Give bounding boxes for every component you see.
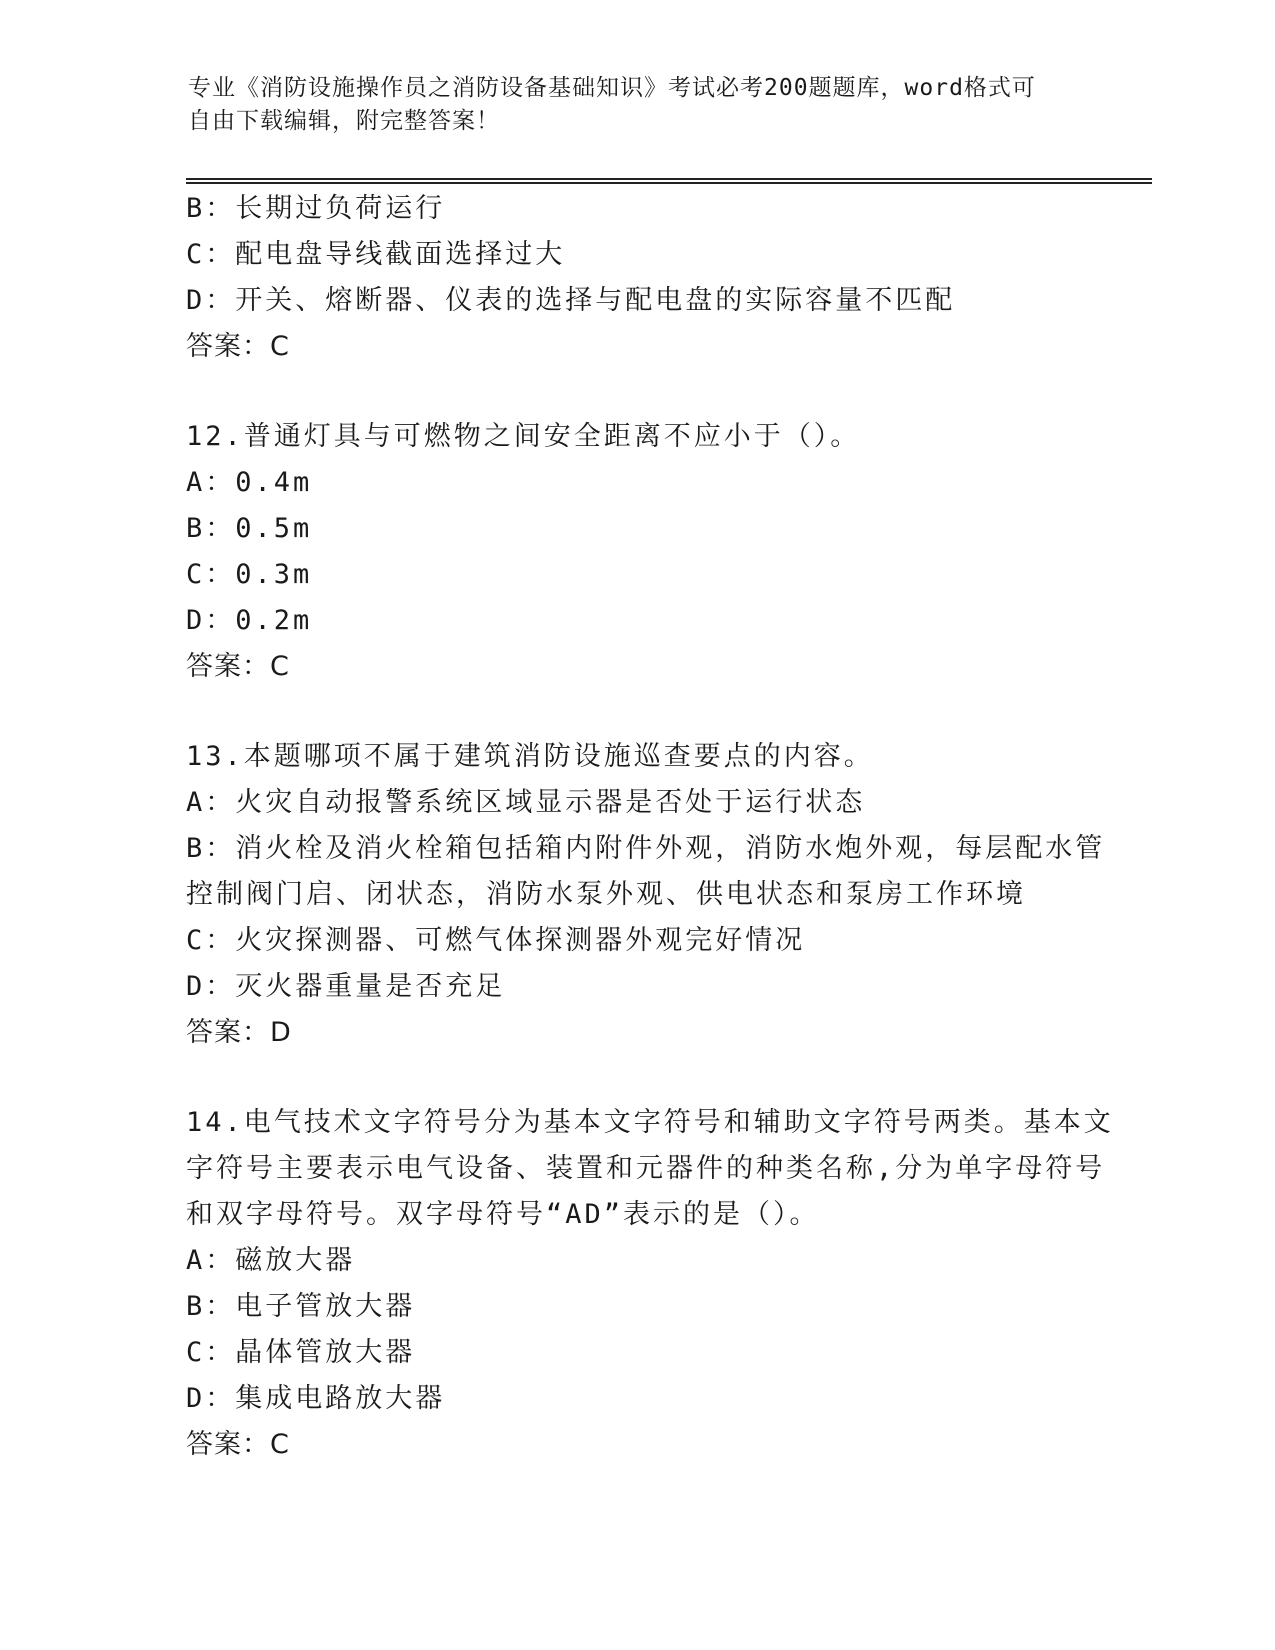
question-11-tail bbox=[186, 186, 1086, 370]
q12-stem: 12.普通灯具与可燃物之间安全距离不应小于（）。 bbox=[186, 421, 861, 452]
q13-option-b-line-2: 控制阀门启、闭状态，消防水泵外观、供电状态和泵房工作环境 bbox=[186, 879, 1026, 910]
header-line-2: 自由下载编辑，附完整答案！ bbox=[188, 108, 500, 134]
q12-option-a: A：0.4m bbox=[186, 467, 313, 498]
q13-option-a: A：火灾自动报警系统区域显示器是否处于运行状态 bbox=[186, 787, 866, 818]
question-list bbox=[186, 186, 1114, 1468]
q14-option-c: C：晶体管放大器 bbox=[186, 1337, 416, 1368]
q13-option-d: D：灭火器重量是否充足 bbox=[186, 971, 506, 1002]
q14-option-d: D：集成电路放大器 bbox=[186, 1383, 446, 1414]
q13-option-b-line-1: B：消火栓及消火栓箱包括箱内附件外观，消防水炮外观，每层配水管 bbox=[186, 833, 1106, 864]
question-14 bbox=[186, 1100, 1114, 1468]
header-line-1: 专业《消防设施操作员之消防设备基础知识》考试必考200题题库，word格式可 bbox=[188, 75, 1036, 101]
q11-option-d: D：开关、熔断器、仪表的选择与配电盘的实际容量不匹配 bbox=[186, 285, 956, 316]
q14-option-b: B：电子管放大器 bbox=[186, 1291, 416, 1322]
header-divider bbox=[186, 178, 1152, 184]
q13-stem: 13.本题哪项不属于建筑消防设施巡查要点的内容。 bbox=[186, 741, 874, 772]
q14-stem-line-3: 和双字母符号。双字母符号“AD”表示的是（）。 bbox=[186, 1199, 820, 1230]
q14-option-a: A：磁放大器 bbox=[186, 1245, 356, 1276]
q11-option-b: B：长期过负荷运行 bbox=[186, 193, 446, 224]
q14-stem-line-2: 字符号主要表示电气设备、装置和元器件的种类名称,分为单字母符号 bbox=[186, 1153, 1106, 1184]
spacer bbox=[186, 370, 1086, 414]
document-header bbox=[188, 72, 1068, 138]
q12-option-c: C：0.3m bbox=[186, 559, 313, 590]
q11-option-c: C：配电盘导线截面选择过大 bbox=[186, 239, 566, 270]
question-12 bbox=[186, 414, 1086, 690]
q12-option-b: B：0.5m bbox=[186, 513, 313, 544]
question-13 bbox=[186, 734, 1106, 1056]
q13-answer: 答案：D bbox=[186, 1017, 292, 1048]
q12-answer: 答案：C bbox=[186, 651, 290, 682]
q11-answer: 答案：C bbox=[186, 331, 290, 362]
spacer bbox=[186, 690, 1086, 734]
spacer bbox=[186, 1056, 1086, 1100]
q12-option-d: D：0.2m bbox=[186, 605, 313, 636]
q14-answer: 答案：C bbox=[186, 1429, 290, 1460]
q13-option-c: C：火灾探测器、可燃气体探测器外观完好情况 bbox=[186, 925, 806, 956]
q14-stem-line-1: 14.电气技术文字符号分为基本文字符号和辅助文字符号两类。基本文 bbox=[186, 1107, 1114, 1138]
